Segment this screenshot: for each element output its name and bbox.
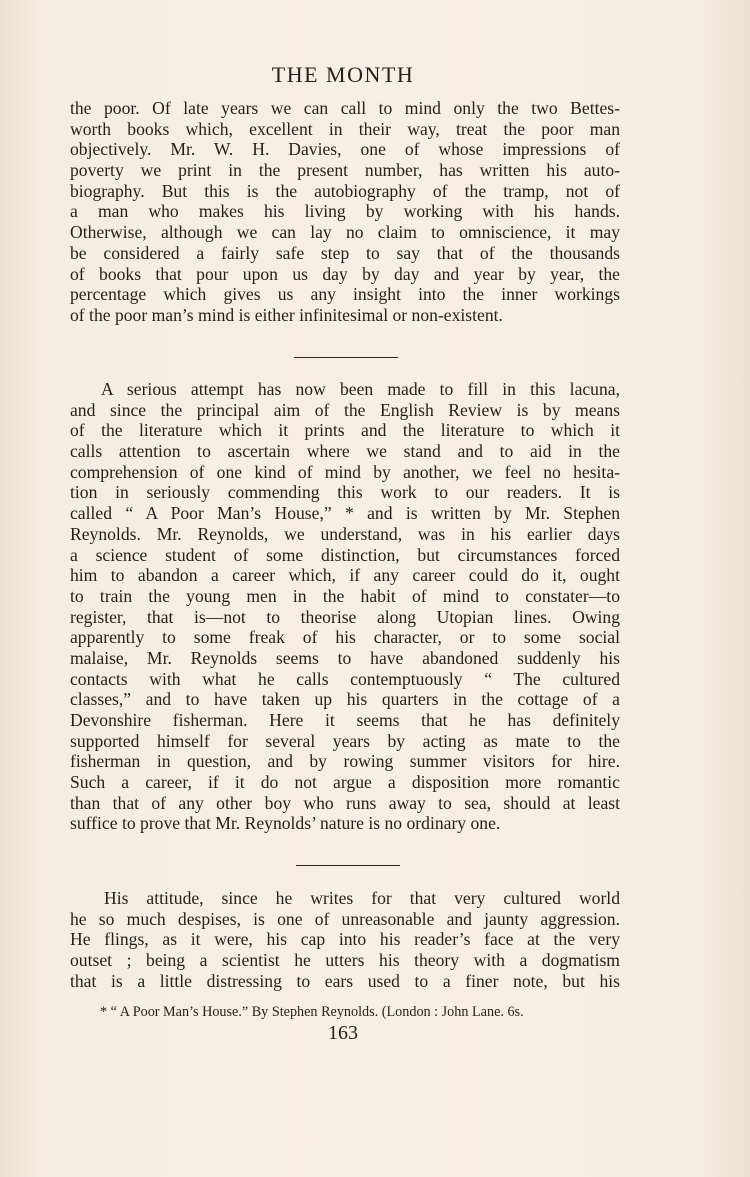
- text-line: the poor. Of late years we can call to mind only the two Bettes-: [70, 98, 620, 118]
- text-line: of books that pour upon us day by day and year by year, the: [70, 263, 620, 284]
- footnote: * “ A Poor Man’s House.” By Stephen Reynolds. (London : John Lane. 6s.: [100, 1004, 524, 1020]
- section-divider: [296, 865, 400, 866]
- text-line: contacts with what he calls contemptuously “ The cultured: [70, 668, 620, 689]
- text-line: supported himself for several years by acting as mate to the: [70, 730, 620, 751]
- text-line: percentage which gives us any insight into the inner workings: [70, 284, 620, 305]
- text-line: be considered a fairly safe step to say that of the thousands: [70, 242, 620, 263]
- text-line: His attitude, since he writes for that very cultured world: [104, 888, 620, 908]
- text-line: he so much despises, is one of unreasonable and jaunty aggression.: [70, 908, 620, 929]
- text-line: a science student of some distinction, but circumstances forced: [70, 544, 620, 565]
- text-line: to train the young men in the habit of mind to constater—to: [70, 585, 620, 606]
- text-line: apparently to some freak of his character, or to some social: [70, 627, 620, 648]
- text-line: of the poor man’s mind is either infinitesimal or non-existent.: [70, 304, 503, 325]
- text-line: called “ A Poor Man’s House,” * and is written by Mr. Stephen: [70, 503, 620, 524]
- text-line: outset ; being a scientist he utters his theory with a dogmatism: [70, 950, 620, 971]
- text-line: worth books which, excellent in their way, treat the poor man: [70, 118, 620, 139]
- text-line: a man who makes his living by working with his hands.: [70, 201, 620, 222]
- text-line: than that of any other boy who runs away to sea, should at least: [70, 792, 620, 813]
- text-line: of the literature which it prints and the literature to which it: [70, 420, 620, 441]
- text-line: register, that is—not to theorise along Utopian lines. Owing: [70, 606, 620, 627]
- text-line: A serious attempt has now been made to fill in this lacuna,: [101, 379, 620, 399]
- text-line: Otherwise, although we can lay no claim to omniscience, it may: [70, 222, 620, 243]
- paragraph-3: [70, 888, 620, 991]
- text-line: suffice to prove that Mr. Reynolds’ nature is no ordinary one.: [70, 813, 501, 834]
- text-line: that is a little distressing to ears used to a finer note, but his: [70, 970, 620, 991]
- text-line: malaise, Mr. Reynolds seems to have abandoned suddenly his: [70, 647, 620, 668]
- paragraph-1: [70, 98, 620, 326]
- text-line: Devonshire fisherman. Here it seems that he has definitely: [70, 710, 620, 730]
- text-line: tion in seriously commending this work to our readers. It is: [70, 482, 620, 503]
- text-line: fisherman in question, and by rowing summer visitors for hire.: [70, 751, 620, 772]
- text-line: objectively. Mr. W. H. Davies, one of whose impressions of: [70, 139, 620, 160]
- text-line: and since the principal aim of the English Review is by means: [70, 399, 620, 420]
- section-divider: [294, 357, 398, 358]
- paragraph-2: [70, 379, 620, 834]
- text-line: him to abandon a career which, if any career could do it, ought: [70, 565, 620, 586]
- text-line: Reynolds. Mr. Reynolds, we understand, was in his earlier days: [70, 523, 620, 544]
- text-line: calls attention to ascertain where we stand and to aid in the: [70, 441, 620, 462]
- text-line: He flings, as it were, his cap into his reader’s face at the very: [70, 929, 620, 950]
- running-title: THE MONTH: [271, 62, 415, 87]
- text-line: Such a career, if it do not argue a disposition more romantic: [70, 772, 620, 793]
- page-number: 163: [328, 1022, 358, 1044]
- text-line: poverty we print in the present number, has written his auto-: [70, 160, 620, 181]
- text-line: comprehension of one kind of mind by another, we feel no hesita-: [70, 461, 620, 482]
- text-line: biography. But this is the autobiography of the tramp, not of: [70, 180, 620, 201]
- text-line: classes,” and to have taken up his quarters in the cottage of a: [70, 689, 620, 710]
